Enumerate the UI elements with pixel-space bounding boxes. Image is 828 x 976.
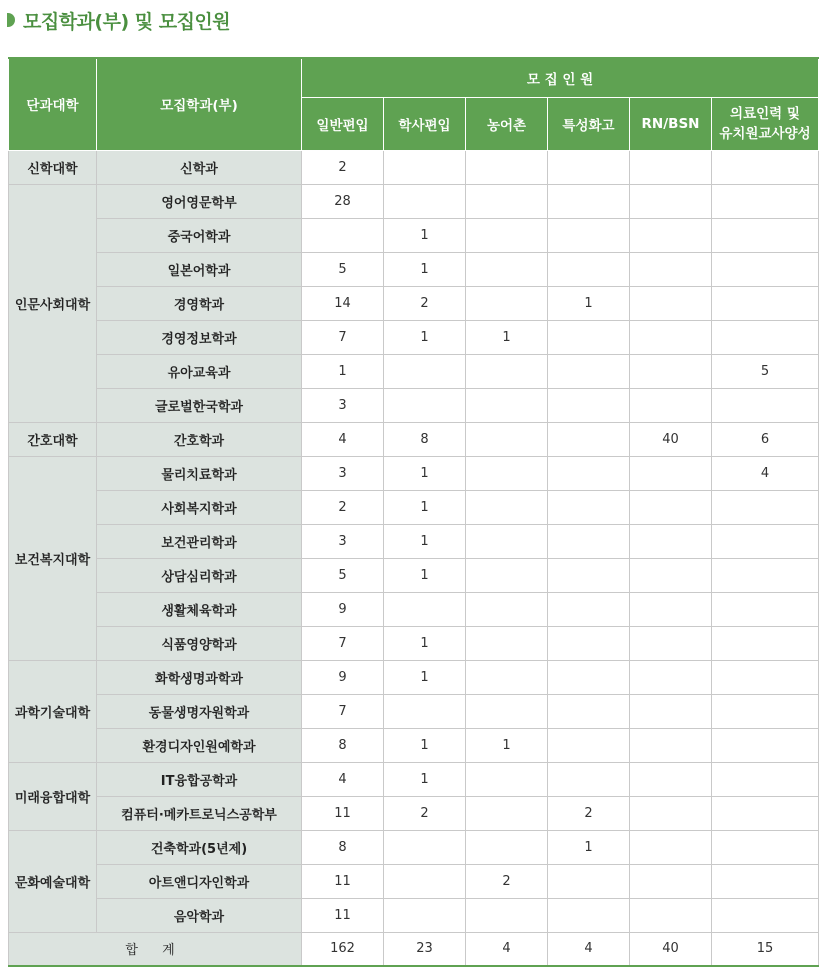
table-row [9,592,819,626]
quota-cell [548,456,630,490]
quota-cell [548,184,630,218]
quota-cell [466,490,548,524]
department-name: IT융합공학과 [97,762,302,796]
total-label: 합 계 [9,932,302,966]
quota-cell [630,354,712,388]
quota-cell: 1 [548,286,630,320]
quota-cell [712,626,819,660]
quota-cell [630,660,712,694]
quota-cell: 8 [384,422,466,456]
quota-cell: 4 [302,762,384,796]
department-name: 화학생명과학과 [97,660,302,694]
quota-cell [548,320,630,354]
quota-cell: 2 [302,490,384,524]
college-name: 간호대학 [9,422,97,456]
quota-cell [466,558,548,592]
department-name: 신학과 [97,150,302,184]
quota-cell: 14 [302,286,384,320]
quota-cell: 2 [302,150,384,184]
quota-cell [548,694,630,728]
page-title-row [7,6,230,34]
quota-cell [712,660,819,694]
header-medical-line1: 의료인력 및 [730,105,800,122]
table-row [9,184,819,218]
quota-cell [466,252,548,286]
table-row [9,762,819,796]
quota-cell [466,592,548,626]
quota-cell [712,320,819,354]
table-row [9,252,819,286]
department-name: 일본어학과 [97,252,302,286]
quota-cell: 11 [302,898,384,932]
quota-cell [548,558,630,592]
header-bachelor-transfer: 학사편입 [384,97,466,150]
table-row [9,422,819,456]
quota-cell: 1 [466,320,548,354]
quota-cell [630,388,712,422]
quota-cell [630,252,712,286]
quota-cell [712,490,819,524]
total-row [9,932,819,966]
quota-cell: 2 [548,796,630,830]
header-general-transfer: 일반편입 [302,97,384,150]
quota-cell [466,456,548,490]
quota-cell [630,626,712,660]
quota-cell [384,184,466,218]
quota-cell [630,218,712,252]
quota-cell: 1 [384,252,466,286]
quota-cell [548,388,630,422]
quota-cell [384,592,466,626]
quota-cell: 1 [384,490,466,524]
quota-cell: 3 [302,388,384,422]
college-name: 보건복지대학 [9,456,97,660]
table-row [9,490,819,524]
quota-cell [712,694,819,728]
table-row [9,286,819,320]
quota-cell: 11 [302,864,384,898]
quota-cell [466,762,548,796]
header-vocational: 특성화고 [548,97,630,150]
table-row [9,898,819,932]
college-name: 과학기술대학 [9,660,97,762]
quota-cell [630,184,712,218]
department-name: 유아교육과 [97,354,302,388]
quota-cell: 40 [630,422,712,456]
quota-cell: 2 [466,864,548,898]
quota-cell [466,830,548,864]
quota-cell [630,524,712,558]
quota-cell [630,796,712,830]
department-name: 식품영양학과 [97,626,302,660]
quota-cell: 2 [384,286,466,320]
table-row [9,796,819,830]
quota-cell [466,626,548,660]
quota-cell [548,354,630,388]
quota-cell [548,728,630,762]
quota-cell [548,490,630,524]
department-name: 중국어학과 [97,218,302,252]
quota-cell [630,320,712,354]
quota-cell: 1 [384,320,466,354]
quota-cell [712,558,819,592]
quota-cell [384,354,466,388]
quota-cell [712,592,819,626]
quota-cell [466,184,548,218]
table-row [9,320,819,354]
department-name: 음악학과 [97,898,302,932]
quota-cell: 6 [712,422,819,456]
table-row [9,864,819,898]
quota-cell [466,422,548,456]
quota-cell [630,558,712,592]
quota-cell: 7 [302,626,384,660]
college-name: 인문사회대학 [9,184,97,422]
header-rural: 농어촌 [466,97,548,150]
quota-cell [548,592,630,626]
department-name: 환경디자인원예학과 [97,728,302,762]
quota-cell: 1 [384,762,466,796]
quota-cell [630,864,712,898]
quota-cell [548,762,630,796]
quota-cell [712,898,819,932]
quota-cell [630,286,712,320]
quota-cell: 9 [302,660,384,694]
department-name: 생활체육학과 [97,592,302,626]
quota-cell [712,864,819,898]
quota-cell: 1 [384,218,466,252]
quota-cell [466,796,548,830]
quota-cell [466,286,548,320]
quota-cell: 3 [302,456,384,490]
quota-cell: 5 [302,252,384,286]
quota-cell [302,218,384,252]
quota-cell [466,354,548,388]
quota-cell: 4 [712,456,819,490]
table-row [9,728,819,762]
quota-cell [630,490,712,524]
department-name: 컴퓨터·메카트로닉스공학부 [97,796,302,830]
quota-cell [548,864,630,898]
quota-cell: 1 [466,728,548,762]
quota-cell [548,422,630,456]
department-name: 경영학과 [97,286,302,320]
quota-cell [548,898,630,932]
quota-cell [384,864,466,898]
header-department: 모집학과(부) [97,58,302,150]
table-row [9,694,819,728]
table-row [9,218,819,252]
quota-cell: 5 [712,354,819,388]
quota-cell [466,898,548,932]
quota-cell [466,524,548,558]
table-row [9,524,819,558]
quota-cell [712,762,819,796]
quota-cell [548,150,630,184]
quota-cell [548,218,630,252]
header-college: 단과대학 [9,58,97,150]
quota-cell [466,150,548,184]
quota-cell: 3 [302,524,384,558]
table-row [9,456,819,490]
quota-cell [712,184,819,218]
quota-cell [466,388,548,422]
quota-cell [630,762,712,796]
quota-cell [548,252,630,286]
quota-cell: 11 [302,796,384,830]
quota-cell [630,694,712,728]
quota-cell [548,626,630,660]
quota-cell [712,728,819,762]
college-name: 신학대학 [9,150,97,184]
quota-cell: 1 [384,728,466,762]
quota-cell: 1 [384,456,466,490]
quota-cell: 1 [302,354,384,388]
quota-cell [630,592,712,626]
quota-cell: 5 [302,558,384,592]
quota-cell: 4 [302,422,384,456]
quota-cell [712,796,819,830]
table-row [9,150,819,184]
table-body [9,150,819,966]
quota-cell [712,286,819,320]
quota-cell: 7 [302,320,384,354]
quota-cell [630,456,712,490]
department-name: 영어영문학부 [97,184,302,218]
quota-cell: 1 [384,626,466,660]
header-quota-group: 모 집 인 원 [302,58,819,97]
department-name: 보건관리학과 [97,524,302,558]
department-name: 사회복지학과 [97,490,302,524]
table-row [9,558,819,592]
quota-cell [384,388,466,422]
department-name: 간호학과 [97,422,302,456]
total-cell: 40 [630,932,712,966]
college-name: 미래융합대학 [9,762,97,830]
table-row [9,388,819,422]
quota-cell: 9 [302,592,384,626]
quota-cell: 1 [384,660,466,694]
table-row [9,660,819,694]
page-title: 모집학과(부) 및 모집인원 [23,10,231,33]
total-cell: 23 [384,932,466,966]
table-row [9,354,819,388]
quota-cell [712,524,819,558]
total-cell: 4 [466,932,548,966]
quota-cell [384,694,466,728]
department-name: 글로벌한국학과 [97,388,302,422]
total-cell: 15 [712,932,819,966]
quota-cell: 28 [302,184,384,218]
quota-cell [630,728,712,762]
quota-cell: 1 [548,830,630,864]
quota-cell: 7 [302,694,384,728]
quota-cell [384,150,466,184]
quota-cell [548,524,630,558]
department-name: 상담심리학과 [97,558,302,592]
department-name: 아트앤디자인학과 [97,864,302,898]
header-medical-kindergarten [712,97,819,150]
quota-cell: 1 [384,558,466,592]
quota-cell [466,694,548,728]
table-row [9,626,819,660]
quota-cell [712,150,819,184]
quota-cell [466,218,548,252]
quota-cell: 1 [384,524,466,558]
department-name: 동물생명자원학과 [97,694,302,728]
quota-cell [712,218,819,252]
quota-cell [548,660,630,694]
department-name: 경영정보학과 [97,320,302,354]
quota-cell [712,252,819,286]
college-name: 문화예술대학 [9,830,97,932]
admissions-table [8,57,819,967]
quota-cell [712,388,819,422]
table-row [9,830,819,864]
quota-cell [712,830,819,864]
header-medical-line2: 유치원교사양성 [719,125,811,142]
total-cell: 162 [302,932,384,966]
quota-cell [384,898,466,932]
quota-cell: 8 [302,728,384,762]
quota-cell: 8 [302,830,384,864]
quota-cell: 2 [384,796,466,830]
header-rn-bsn: RN/BSN [630,97,712,150]
quota-cell [630,830,712,864]
quota-cell [384,830,466,864]
quota-cell [630,150,712,184]
department-name: 물리치료학과 [97,456,302,490]
title-marker-icon [7,13,15,27]
department-name: 건축학과(5년제) [97,830,302,864]
quota-cell [466,660,548,694]
quota-cell [630,898,712,932]
total-cell: 4 [548,932,630,966]
